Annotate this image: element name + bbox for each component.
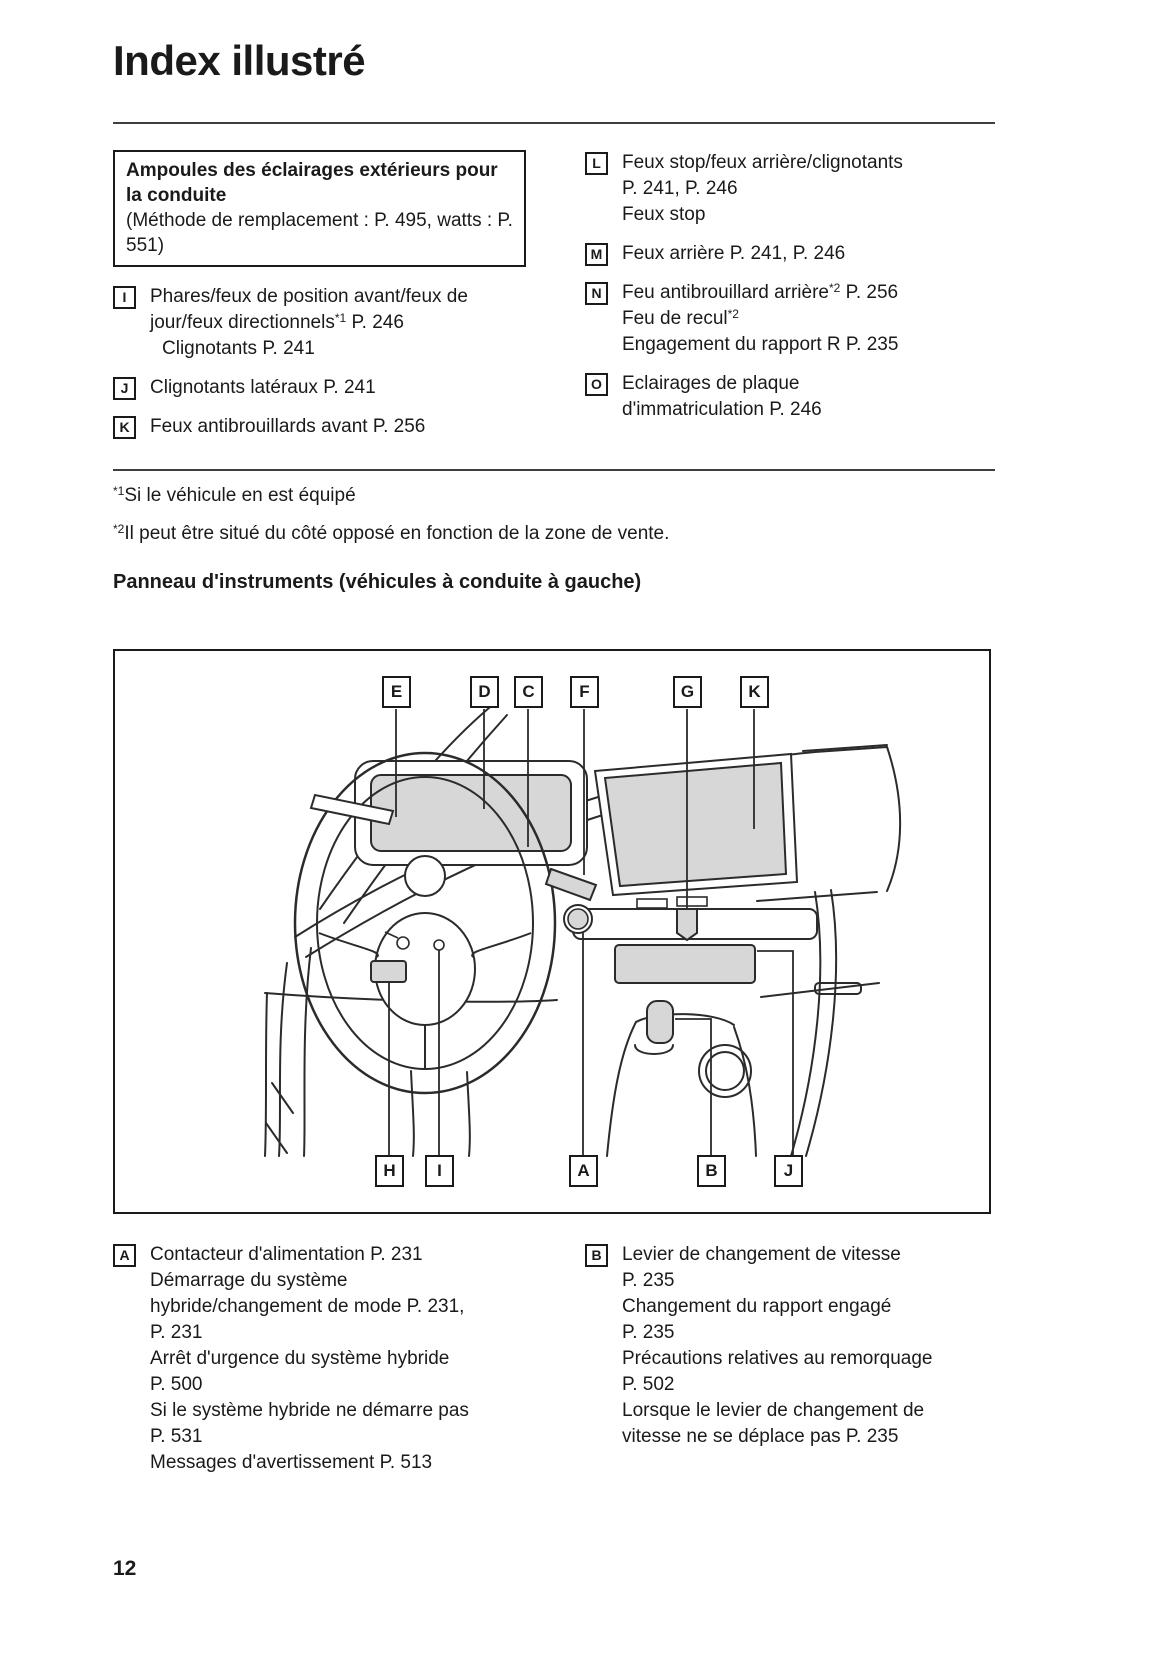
list-item xyxy=(113,1242,559,1476)
diagram-callout: K xyxy=(740,676,769,708)
list-item xyxy=(113,414,559,440)
exterior-lights-section xyxy=(113,150,995,453)
divider-middle xyxy=(113,469,995,471)
footnote-marker: *2 xyxy=(113,522,125,536)
footnote-marker: *2 xyxy=(829,281,841,295)
item-line: Lorsque le levier de changement de xyxy=(622,1400,925,1421)
list-item xyxy=(585,150,995,228)
diagram-callout: C xyxy=(514,676,543,708)
instrument-panel-legend xyxy=(113,1242,995,1489)
item-badge: A xyxy=(113,1244,136,1267)
item-line: Phares/feux de position avant/feux de xyxy=(150,286,468,307)
list-item xyxy=(585,280,995,358)
list-item xyxy=(585,1242,995,1450)
diagram-callout: H xyxy=(375,1155,404,1187)
item-line: P. 241, P. 246 xyxy=(622,178,738,199)
dashboard-diagram xyxy=(113,649,991,1214)
list-item xyxy=(113,375,559,401)
item-badge: B xyxy=(585,1244,608,1267)
item-line: P. 231 xyxy=(150,1322,203,1343)
diagram-callout: J xyxy=(774,1155,803,1187)
diagram-callout: G xyxy=(673,676,702,708)
item-line: Feux antibrouillards avant P. 256 xyxy=(150,416,426,437)
section-heading: Panneau d'instruments (véhicules à conduite à gauche) xyxy=(113,571,642,593)
item-line: Arrêt d'urgence du système hybride xyxy=(150,1348,450,1369)
item-line: P. 500 xyxy=(150,1374,203,1395)
diagram-callout: B xyxy=(697,1155,726,1187)
item-line: P. 235 xyxy=(622,1322,675,1343)
item-badge: J xyxy=(113,377,136,400)
bulb-info-box xyxy=(113,150,526,267)
page-title: Index illustré xyxy=(113,37,366,84)
item-line: Feux arrière P. 241, P. 246 xyxy=(622,243,846,264)
item-line: jour/feux directionnels$^{*1}$ P. 246 xyxy=(150,311,404,333)
diagram-callout: F xyxy=(570,676,599,708)
list-item xyxy=(585,371,995,423)
item-line: Feu antibrouillard arrière$^{*2}$ P. 256 xyxy=(622,281,899,303)
footnote-marker: *2 xyxy=(727,307,739,321)
item-line: P. 235 xyxy=(622,1270,675,1291)
item-line: Changement du rapport engagé xyxy=(622,1296,892,1317)
item-line: hybride/changement de mode P. 231, xyxy=(150,1296,465,1317)
item-badge: I xyxy=(113,286,136,309)
diagram-callout: D xyxy=(470,676,499,708)
bulb-box-subtitle: (Méthode de remplacement : P. 495, watts : P. 551) xyxy=(126,210,513,256)
page-number: 12 xyxy=(113,1557,137,1580)
item-line: Feux stop xyxy=(622,204,706,225)
diagram-callout: A xyxy=(569,1155,598,1187)
item-line: P. 502 xyxy=(622,1374,675,1395)
item-line: Clignotants P. 241 xyxy=(162,338,315,359)
item-badge: L xyxy=(585,152,608,175)
item-line: Feux stop/feux arrière/clignotants xyxy=(622,152,903,173)
item-line: Précautions relatives au remorquage xyxy=(622,1348,933,1369)
footnote: $^{*1}$Si le véhicule en est équipé xyxy=(113,484,356,506)
footnote-marker: *1 xyxy=(113,484,125,498)
bulb-box-title: Ampoules des éclairages extérieurs pour la conduite xyxy=(126,160,498,206)
item-badge: O xyxy=(585,373,608,396)
diagram-callout: I xyxy=(425,1155,454,1187)
item-badge: M xyxy=(585,243,608,266)
item-line: Engagement du rapport R P. 235 xyxy=(622,334,899,355)
item-line: Messages d'avertissement P. 513 xyxy=(150,1452,433,1473)
list-item xyxy=(113,284,559,362)
item-line: P. 531 xyxy=(150,1426,203,1447)
item-line: Feu de recul$^{*2}$ xyxy=(622,307,739,329)
diagram-callout: E xyxy=(382,676,411,708)
item-line: Levier de changement de vitesse xyxy=(622,1244,901,1265)
footnote: $^{*2}$Il peut être situé du côté opposé en fonction de la zone de vente. xyxy=(113,522,670,544)
item-line: vitesse ne se déplace pas P. 235 xyxy=(622,1426,899,1447)
item-line: Si le système hybride ne démarre pas xyxy=(150,1400,469,1421)
footnote-marker: *1 xyxy=(334,311,347,325)
list-item xyxy=(585,241,995,267)
item-line: Démarrage du système xyxy=(150,1270,348,1291)
dashboard-art xyxy=(115,651,989,1212)
item-line: Contacteur d'alimentation P. 231 xyxy=(150,1244,423,1265)
divider-top xyxy=(113,122,995,124)
item-badge: K xyxy=(113,416,136,439)
item-badge: N xyxy=(585,282,608,305)
item-line: d'immatriculation P. 246 xyxy=(622,399,822,420)
item-line: Clignotants latéraux P. 241 xyxy=(150,377,376,398)
item-line: Eclairages de plaque xyxy=(622,373,800,394)
